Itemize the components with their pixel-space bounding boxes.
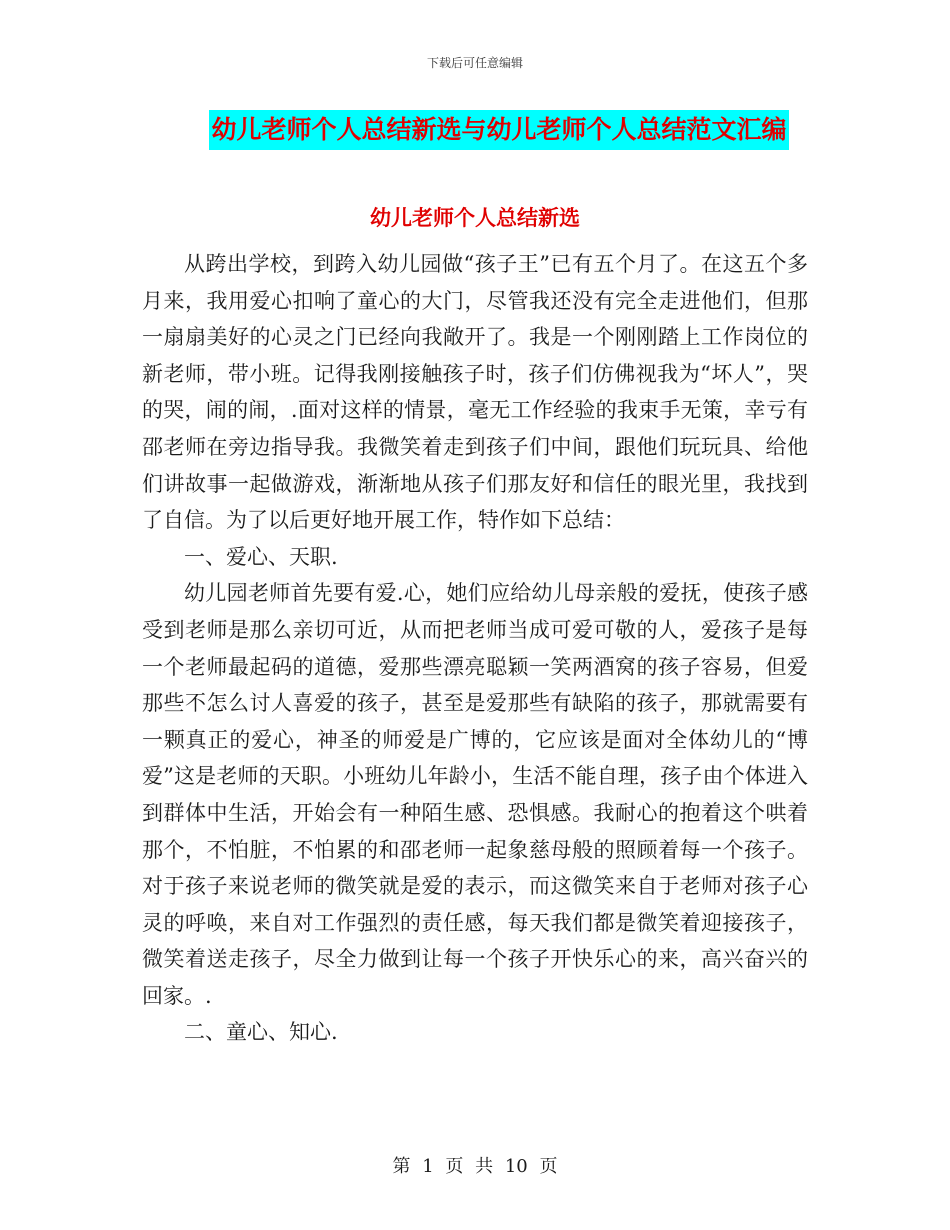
sub-title: 幼儿老师个人总结新选 — [370, 205, 580, 230]
main-title: 幼儿老师个人总结新选与幼儿老师个人总结范文汇编 — [209, 110, 788, 150]
paragraph-section-1: 幼儿园老师首先要有爱.心，她们应给幼儿母亲般的爱抚，使孩子感受到老师是那么亲切可近，从而把老师当成可爱可敬的人，爱孩子是每一个老师最起码的道德，爱那些漂亮聪颖一笑两酒窝的孩子容易，但爱那些不怎么讨人喜爱的孩子，甚至是爱那些有缺陷的孩子，那就需要有一颗真正的爱心，神圣的师爱是广博的，它应该是面对全体幼儿的“博爱”这是老师的天职。小班幼儿年龄小，生活不能自理，孩子由个体进入到群体中生活，开始会有一种陌生感、恐惧感。我耐心的抱着这个哄着那个，不怕脏，不怕累的和邵老师一起象慈母般的照顾着每一个孩子。对于孩子来说老师的微笑就是爱的表示，而这微笑来自于老师对孩子心灵的呼唤，来自对工作强烈的责任感，每天我们都是微笑着迎接孩子，微笑着送走孩子，尽全力做到让每一个孩子开快乐心的来，高兴奋兴的回家。. — [142, 581, 808, 1008]
header-note: 下载后可任意编辑 — [426, 56, 523, 70]
section-heading-1: 一、爱心、天职. — [184, 544, 338, 569]
main-title-wrap — [0, 110, 950, 150]
page-footer: 第 1 页 共 10 页 — [392, 1156, 558, 1177]
document-body — [142, 246, 808, 1051]
section-heading-2: 二、童心、知心. — [184, 1020, 338, 1045]
paragraph-intro: 从跨出学校，到跨入幼儿园做“孩子王”已有五个月了。在这五个多月来，我用爱心扣响了童心的大门，尽管我还没有完全走进他们，但那一扇扇美好的心灵之门已经向我敞开了。我是一个刚刚踏上工作岗位的新老师，带小班。记得我刚接触孩子时，孩子们仿佛视我为“坏人”，哭的哭，闹的闹，.面对这样的情景，毫无工作经验的我束手无策，幸亏有邵老师在旁边指导我。我微笑着走到孩子们中间，跟他们玩玩具、给他们讲故事一起做游戏，渐渐地从孩子们那友好和信任的眼光里，我找到了自信。为了以后更好地开展工作，特作如下总结： — [142, 252, 808, 533]
